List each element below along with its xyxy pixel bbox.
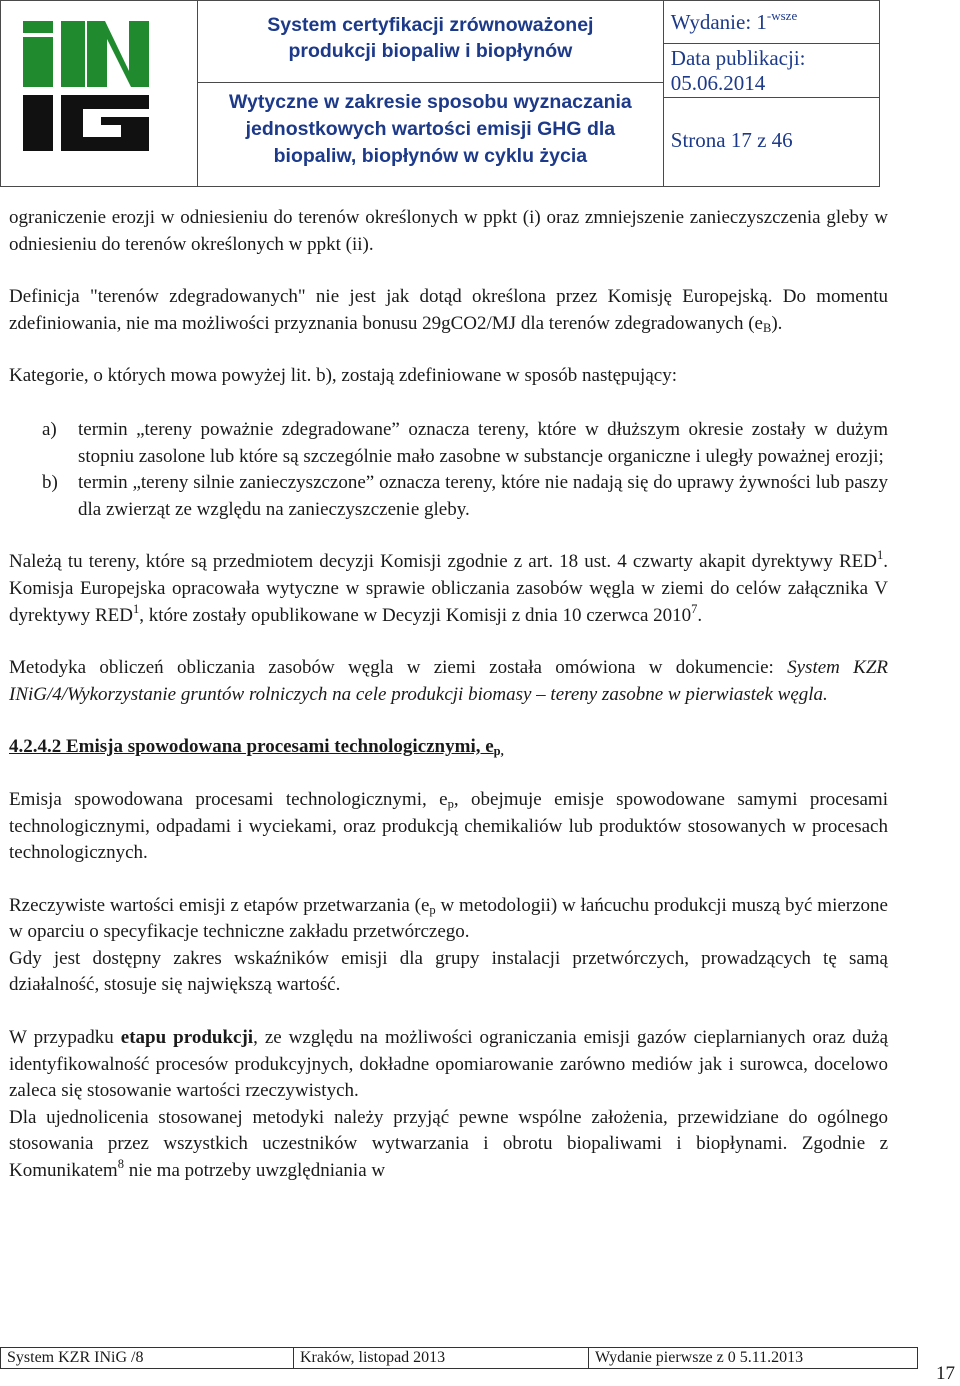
list-item: b) termin „tereny silnie zanieczyszczone” oznacza tereny, które nie nadają się do uprawy żywności lub paszy dla zwierząt ze względu na zanieczyszczenie gleby.: [42, 472, 888, 520]
edition-info: Wydanie: $1^{-wsze}$: [664, 4, 879, 44]
list-item: a) termin „tereny poważnie zdegradowane” oznacza tereny, które w dłuższym okresie zostały w dużym stopniu zasolone lub które są szczególnie mało zasobne w substancje organiczne i uległy poważnej erozji;: [42, 418, 888, 467]
logo-cell: [1, 1, 198, 187]
document-subtitle: Wytyczne w zakresie sposobu wyznaczania jednostkowych wartości emisji GHG dla biopaliw, biopłynów w cyklu życia: [198, 82, 663, 184]
footer-edition: Wydanie pierwsze z 0 5.11.2013: [589, 1348, 918, 1369]
paragraph: Gdy jest dostępny zakres wskaźników emisji dla grupy instalacji przetwórczych, prowadzących tę samą działalność, stosuje się największą wartość.: [9, 947, 888, 996]
document-title: System certyfikacji zrównoważonej produkcji biopaliw i biopłynów: [267, 13, 594, 62]
page-indicator: Strona 17 z 46: [670, 127, 793, 152]
paragraph: Metodyka obliczeń obliczania zasobów węgla w ziemi została omówiona w dokumencie: System KZR INiG/4/Wykorzystanie gruntów rolniczych na cele produkcji biomasy – tereny zasobne w pierwiastek węgla.: [9, 657, 889, 705]
paragraph: Definicja "terenów zdegradowanych" nie jest jak dotąd określona przez Komisję Europejską. Do momentu zdefiniowania, nie ma możliwości przyznania bonusu 29gCO2/MJ dla terenów zdegradowanych $(e_B)$.: [9, 286, 888, 335]
inig-logo: [1, 1, 197, 181]
meta-cell: [663, 1, 879, 187]
paragraph: W przypadku etapu produkcji, ze względu na możliwości ograniczania emisji gazów cieplarnianych oraz dużą identyfikowalność procesów produkcyjnych, dokładne opomiarowanie zarówno mediów jak i surowca, docelowo zaleca się stosowanie wartości rzeczywistych.: [9, 1027, 888, 1102]
title-cell: [198, 1, 664, 187]
section-heading: 4.2.4.2 Emisja spowodowana procesami technologicznymi, $e_{p,}$: [9, 736, 504, 759]
document-body: [9, 205, 888, 1185]
paragraph: Rzeczywiste wartości emisji z etapów przetwarzania ($e_p$ w metodologii) w łańcuchu produkcji muszą być mierzone w oparciu o specyfikacje techniczne zakładu przetwórczego.: [9, 894, 888, 943]
footer-system: System KZR INiG /8: [1, 1348, 294, 1369]
publication-date: Data publikacji: 05.06.2014: [664, 44, 879, 98]
document-footer: [0, 1347, 918, 1369]
footer-place-date: Kraków, listopad 2013: [294, 1348, 589, 1369]
list-marker: b): [42, 472, 58, 494]
paragraph: Należą tu tereny, które są przedmiotem decyzji Komisji zgodnie z art. 18 ust. 4 czwarty akapit dyrektywy RED$^1$. Komisja Europejska opracowała wytyczne w sprawie obliczania zasobów węgla w ziemi do celów załącznika V dyrektywy RED$^1$, które zostały opublikowane w Decyzji Komisji z dnia 10 czerwca 2010$^7$.: [9, 548, 888, 626]
paragraph: ograniczenie erozji w odniesieniu do terenów określonych w ppkt (i) oraz zmniejszenie zanieczyszczenia gleby w odniesieniu do terenów określonych w ppkt (ii).: [9, 207, 888, 255]
paragraph: Dla ujednolicenia stosowanej metodyki należy przyjąć pewne wspólne założenia, przewidziane do ogólnego stosowania przez wszystkich uczestników wytwarzania i obrotu biopaliwami i biopłynami. Zgodnie z Komunikatem$^8$ nie ma potrzeby uwzględniania w: [9, 1106, 888, 1182]
paragraph: Kategorie, o których mowa powyżej lit. b), zostają zdefiniowane w sposób następujący:: [9, 365, 677, 387]
page-number: 17: [936, 1363, 955, 1384]
document-header: [0, 0, 880, 187]
referenced-document: System KZR INiG/4/Wykorzystanie gruntów rolniczych na cele produkcji biomasy – tereny zasobne w pierwiastek węgla.: [9, 657, 889, 705]
paragraph: Emisja spowodowana procesami technologicznymi, $e_p$, obejmuje emisje spowodowane samymi procesami technologicznymi, odpadami i wyciekami, oraz produkcją chemikaliów lub produktów stosowanych w procesach technologicznych.: [9, 788, 888, 864]
list-marker: a): [42, 418, 57, 440]
